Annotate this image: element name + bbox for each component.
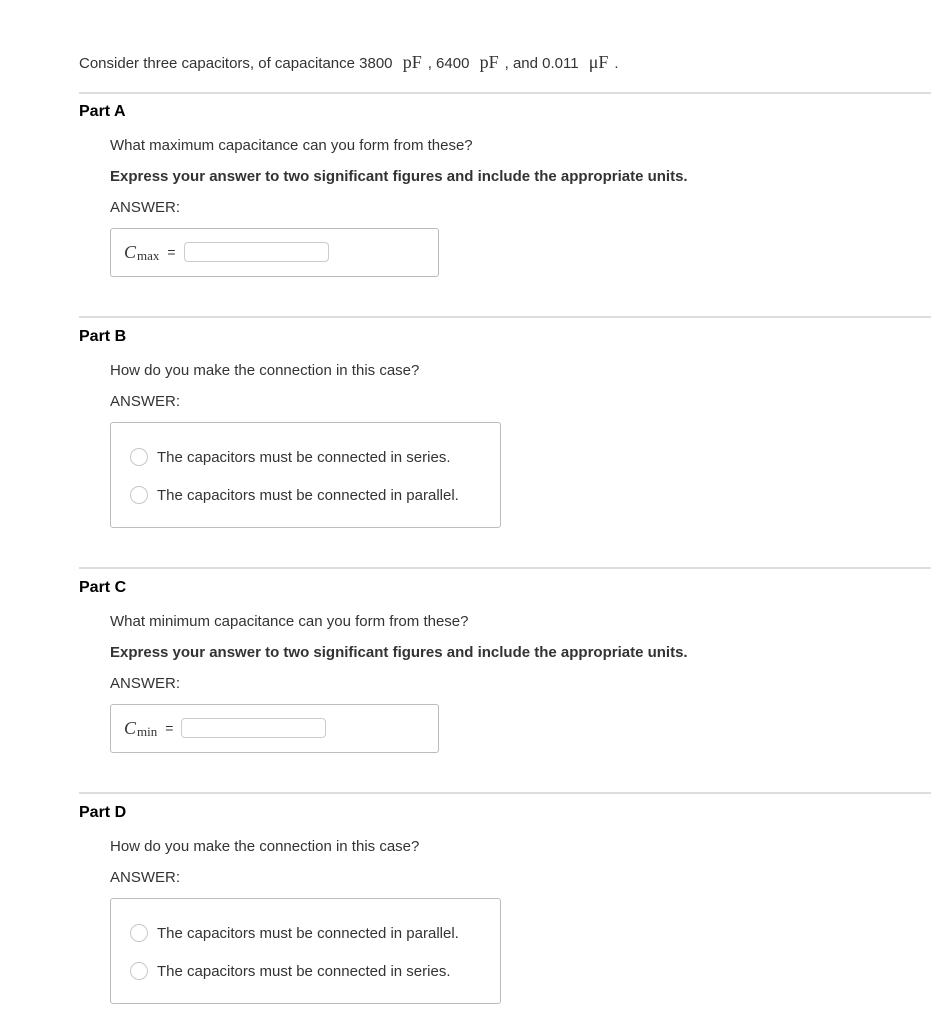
unit-uf: μF [588, 52, 609, 72]
part-c-input-row [124, 717, 326, 739]
part-a-subscript: max [137, 248, 160, 263]
part-c-equals: = [165, 720, 174, 736]
part-b-option-parallel[interactable] [130, 484, 459, 506]
option-label: The capacitors must be connected in series. [157, 962, 451, 980]
part-d-answer-box [110, 898, 501, 1004]
part-a-title: Part A [79, 103, 126, 120]
intro-end: . [614, 55, 619, 72]
c-max-input[interactable] [184, 242, 329, 262]
unit-pf-1: pF [402, 52, 422, 72]
c-min-input[interactable] [181, 718, 326, 738]
divider-part-b [79, 316, 931, 318]
part-b-question: How do you make the connection in this case? [110, 362, 420, 379]
problem-statement [79, 52, 619, 74]
radio-button[interactable] [130, 448, 148, 466]
part-a-input-row [124, 241, 329, 263]
part-d-option-series[interactable] [130, 960, 450, 982]
part-a-equals: = [167, 244, 176, 260]
part-b-option-series[interactable] [130, 446, 450, 468]
part-a-answer-box [110, 228, 439, 277]
part-c-instruction: Express your answer to two significant figures and include the appropriate units. [110, 644, 688, 661]
part-a-variable: C [124, 241, 137, 262]
intro-sep-2: , and 0.011 [504, 55, 579, 72]
part-a-answer-label: ANSWER: [110, 199, 181, 216]
divider-part-a [79, 92, 931, 94]
part-c-variable: C [124, 717, 137, 738]
part-c-question: What minimum capacitance can you form from these? [110, 613, 469, 630]
option-label: The capacitors must be connected in parallel. [157, 924, 459, 942]
divider-part-d [79, 792, 931, 794]
part-d-option-parallel[interactable] [130, 922, 459, 944]
radio-button[interactable] [130, 486, 148, 504]
part-d-answer-label: ANSWER: [110, 869, 181, 886]
radio-button[interactable] [130, 924, 148, 942]
part-a-instruction: Express your answer to two significant figures and include the appropriate units. [110, 168, 688, 185]
part-c-subscript: min [137, 724, 158, 739]
part-a-question: What maximum capacitance can you form from these? [110, 137, 473, 154]
part-b-title: Part B [79, 328, 127, 345]
unit-pf-2: pF [479, 52, 499, 72]
divider-part-c [79, 567, 931, 569]
part-c-answer-box [110, 704, 439, 753]
part-b-answer-label: ANSWER: [110, 393, 181, 410]
part-d-question: How do you make the connection in this case? [110, 838, 420, 855]
radio-button[interactable] [130, 962, 148, 980]
option-label: The capacitors must be connected in parallel. [157, 486, 459, 504]
part-c-title: Part C [79, 579, 127, 596]
intro-prefix: Consider three capacitors, of capacitance 3800 [79, 55, 393, 72]
part-c-answer-label: ANSWER: [110, 675, 181, 692]
part-b-answer-box [110, 422, 501, 528]
part-d-title: Part D [79, 804, 127, 821]
option-label: The capacitors must be connected in series. [157, 448, 451, 466]
intro-sep-1: , 6400 [427, 55, 470, 72]
